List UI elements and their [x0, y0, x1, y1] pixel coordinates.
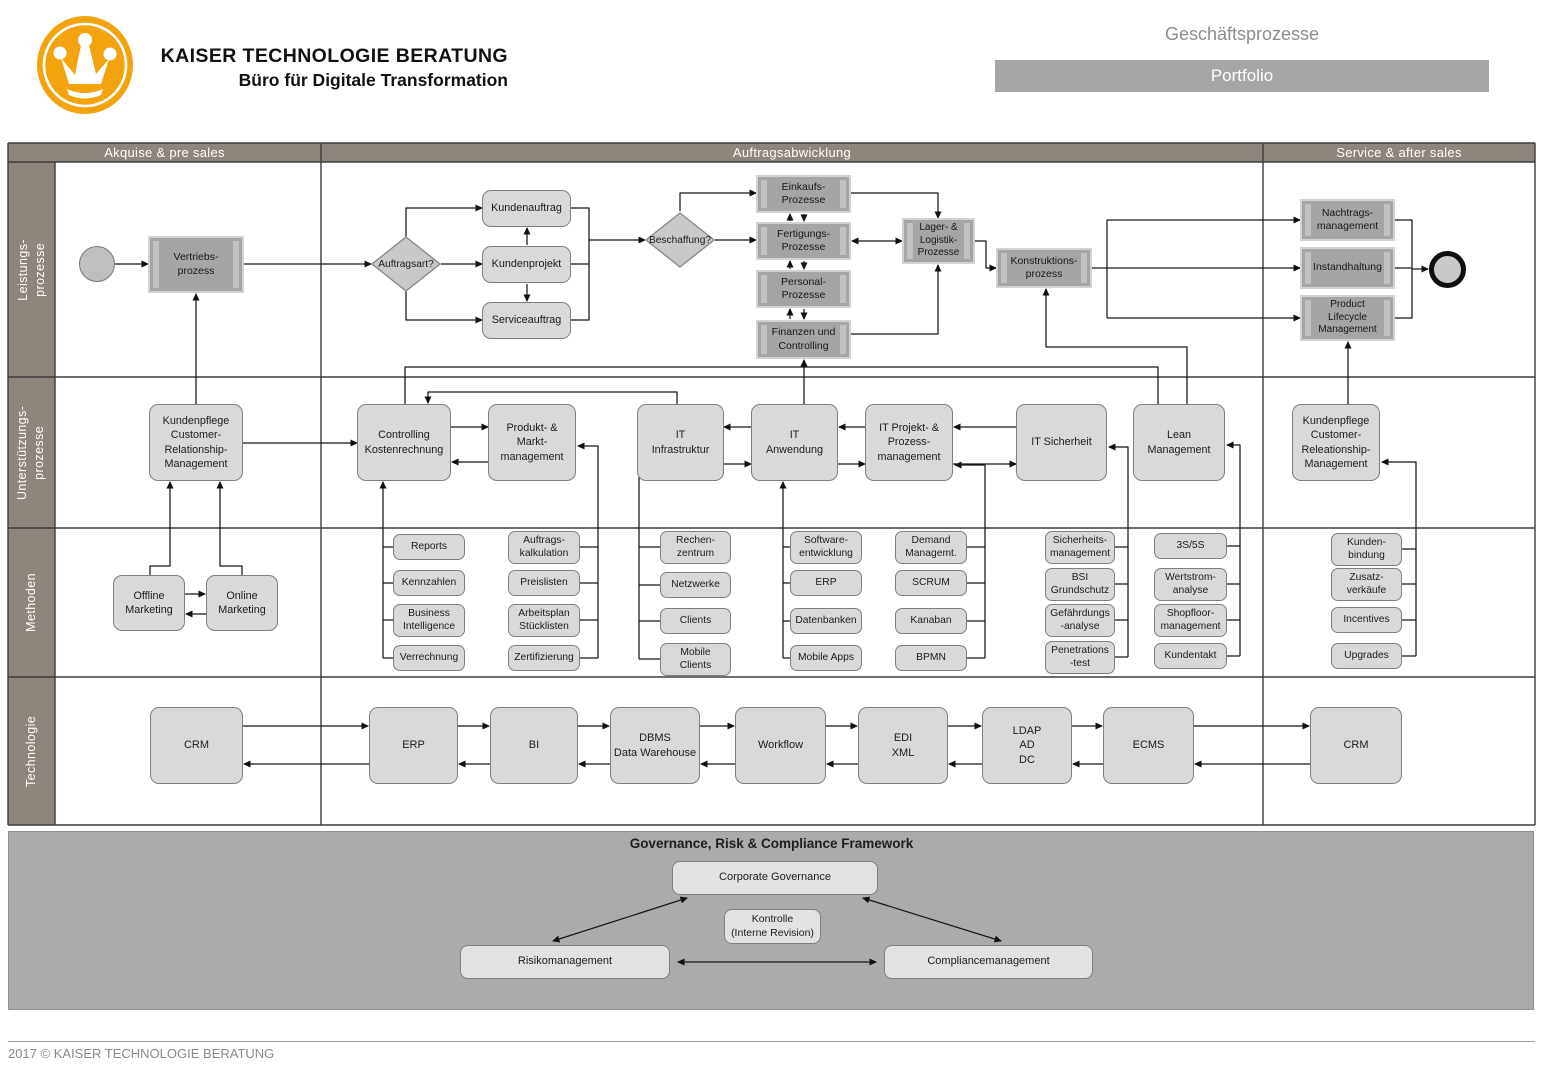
node-lager-logistik: Lager- & Logistik- Prozesse	[902, 218, 975, 264]
node-kundentakt: Kundentakt	[1154, 643, 1227, 669]
node-kundenbindung: Kunden- bindung	[1331, 533, 1402, 566]
node-vertriebsprozess: Vertriebs- prozess	[148, 236, 244, 293]
lane-label-3: Methoden	[8, 528, 55, 677]
node-reports: Reports	[393, 534, 465, 560]
node-it-projekt-prozessmanagement: IT Projekt- & Prozess- management	[865, 404, 953, 481]
node-produkt-marktmanagement: Produkt- & Markt- management	[488, 404, 576, 481]
node-fertigungs-prozesse: Fertigungs- Prozesse	[756, 222, 851, 260]
grc-framework-title: Governance, Risk & Compliance Framework	[629, 836, 914, 851]
node-kennzahlen: Kennzahlen	[393, 570, 465, 596]
node-upgrades: Upgrades	[1331, 643, 1402, 669]
node-online-marketing: Online Marketing	[206, 575, 278, 631]
node-ldap-ad-dc: LDAP AD DC	[982, 707, 1072, 784]
node-offline-marketing: Offline Marketing	[113, 575, 185, 631]
node-zertifizierung: Zertifizierung	[508, 645, 580, 671]
node-erp-methode: ERP	[790, 570, 862, 596]
node-arbeitsplan-stuecklisten: Arbeitsplan Stücklisten	[508, 604, 580, 637]
node-compliancemanagement: Compliancemanagement	[884, 945, 1093, 979]
node-wertstromanalyse: Wertstrom- analyse	[1154, 568, 1227, 601]
node-kontrolle-interne-revision: Kontrolle (Interne Revision)	[724, 909, 821, 944]
node-finanzen-controlling: Finanzen und Controlling	[756, 320, 851, 359]
node-auftragsart: Auftragsart?	[371, 236, 441, 292]
node-ecms: ECMS	[1103, 707, 1194, 784]
column-header-label: Service & after sales	[1336, 145, 1462, 160]
node-bi-technologie: BI	[490, 707, 578, 784]
node-dbms-data-warehouse: DBMS Data Warehouse	[610, 707, 700, 784]
company-name: KAISER TECHNOLOGIE BERATUNG	[160, 45, 508, 67]
node-it-sicherheit: IT Sicherheit	[1016, 404, 1107, 481]
portfolio-banner-label: Portfolio	[1210, 66, 1274, 85]
node-netzwerke: Netzwerke	[660, 572, 731, 598]
node-auftragskalkulation: Auftrags- kalkulation	[508, 531, 580, 564]
node-erp-technologie: ERP	[369, 707, 458, 784]
column-header-label: Akquise & pre sales	[104, 145, 225, 160]
node-workflow: Workflow	[735, 707, 826, 784]
node-konstruktionsprozess: Konstruktions- prozess	[996, 248, 1092, 288]
node-kundenpflege-crm-links: Kundenpflege Customer- Relationship- Management	[149, 404, 243, 481]
node-personal-prozesse: Personal- Prozesse	[756, 270, 851, 308]
node-einkaufs-prozesse: Einkaufs- Prozesse	[756, 175, 851, 213]
node-clients: Clients	[660, 608, 731, 634]
footer-copyright: 2017 © KAISER TECHNOLOGIE BERATUNG	[8, 1046, 275, 1061]
node-nachtragsmanagement: Nachtrags- management	[1300, 199, 1395, 241]
node-penetrationstest: Penetrations -test	[1045, 641, 1115, 674]
node-business-intelligence: Business Intelligence	[393, 604, 465, 637]
node-zusatzverkaeufe: Zusatz- verkäufe	[1331, 568, 1402, 601]
node-bpmn: BPMN	[895, 645, 967, 671]
node-preislisten: Preislisten	[508, 570, 580, 596]
node-verrechnung: Verrechnung	[393, 645, 465, 671]
node-shopfloormanagement: Shopfloor- management	[1154, 604, 1227, 637]
node-crm-links: CRM	[150, 707, 243, 784]
node-edi-xml: EDI XML	[858, 707, 948, 784]
node-it-infrastruktur: IT Infrastruktur	[637, 404, 724, 481]
document-title: Geschäftsprozesse	[1164, 24, 1320, 44]
node-lean-management: Lean Management	[1133, 404, 1225, 481]
node-softwareentwicklung: Software- entwicklung	[790, 531, 862, 564]
node-demand-management: Demand Managemt.	[895, 531, 967, 564]
company-subtitle: Büro für Digitale Transformation	[238, 70, 508, 90]
node-controlling-kostenrechnung: Controlling Kostenrechnung	[357, 404, 451, 481]
node-incentives: Incentives	[1331, 607, 1402, 633]
node-kundenauftrag: Kundenauftrag	[482, 190, 571, 227]
node-crm-rechts: CRM	[1310, 707, 1402, 784]
node-3s-5s: 3S/5S	[1154, 533, 1227, 559]
column-header-label: Auftragsabwicklung	[732, 145, 852, 160]
lane-label-4: Technologie	[8, 677, 55, 825]
lane-label-2: Unterstützungs- prozesse	[8, 377, 55, 528]
node-kundenpflege-crm-rechts: Kundenpflege Customer- Releationship- Management	[1292, 404, 1380, 481]
node-sicherheitsmanagement: Sicherheits- management	[1045, 531, 1115, 564]
node-instandhaltung: Instandhaltung	[1300, 247, 1395, 289]
node-corporate-governance: Corporate Governance	[672, 861, 878, 895]
node-gefaehrdungsanalyse: Gefährdungs -analyse	[1045, 604, 1115, 637]
node-scrum: SCRUM	[895, 570, 967, 596]
node-product-lifecycle-management: Product Lifecycle Management	[1300, 295, 1395, 341]
node-kanaban: Kanaban	[895, 608, 967, 634]
node-serviceauftrag: Serviceauftrag	[482, 302, 571, 339]
node-end-event	[1429, 251, 1466, 288]
node-mobile-clients: Mobile Clients	[660, 643, 731, 676]
node-it-anwendung: IT Anwendung	[751, 404, 838, 481]
node-kundenprojekt: Kundenprojekt	[482, 246, 571, 283]
node-beschaffung: Beschaffung?	[645, 212, 715, 268]
node-mobile-apps: Mobile Apps	[790, 645, 862, 671]
node-start-event	[79, 246, 115, 282]
node-bsi-grundschutz: BSI Grundschutz	[1045, 568, 1115, 601]
node-risikomanagement: Risikomanagement	[460, 945, 670, 979]
node-rechenzentrum: Rechen- zentrum	[660, 531, 731, 564]
node-datenbanken: Datenbanken	[790, 608, 862, 634]
lane-label-1: Leistungs- prozesse	[8, 162, 55, 377]
